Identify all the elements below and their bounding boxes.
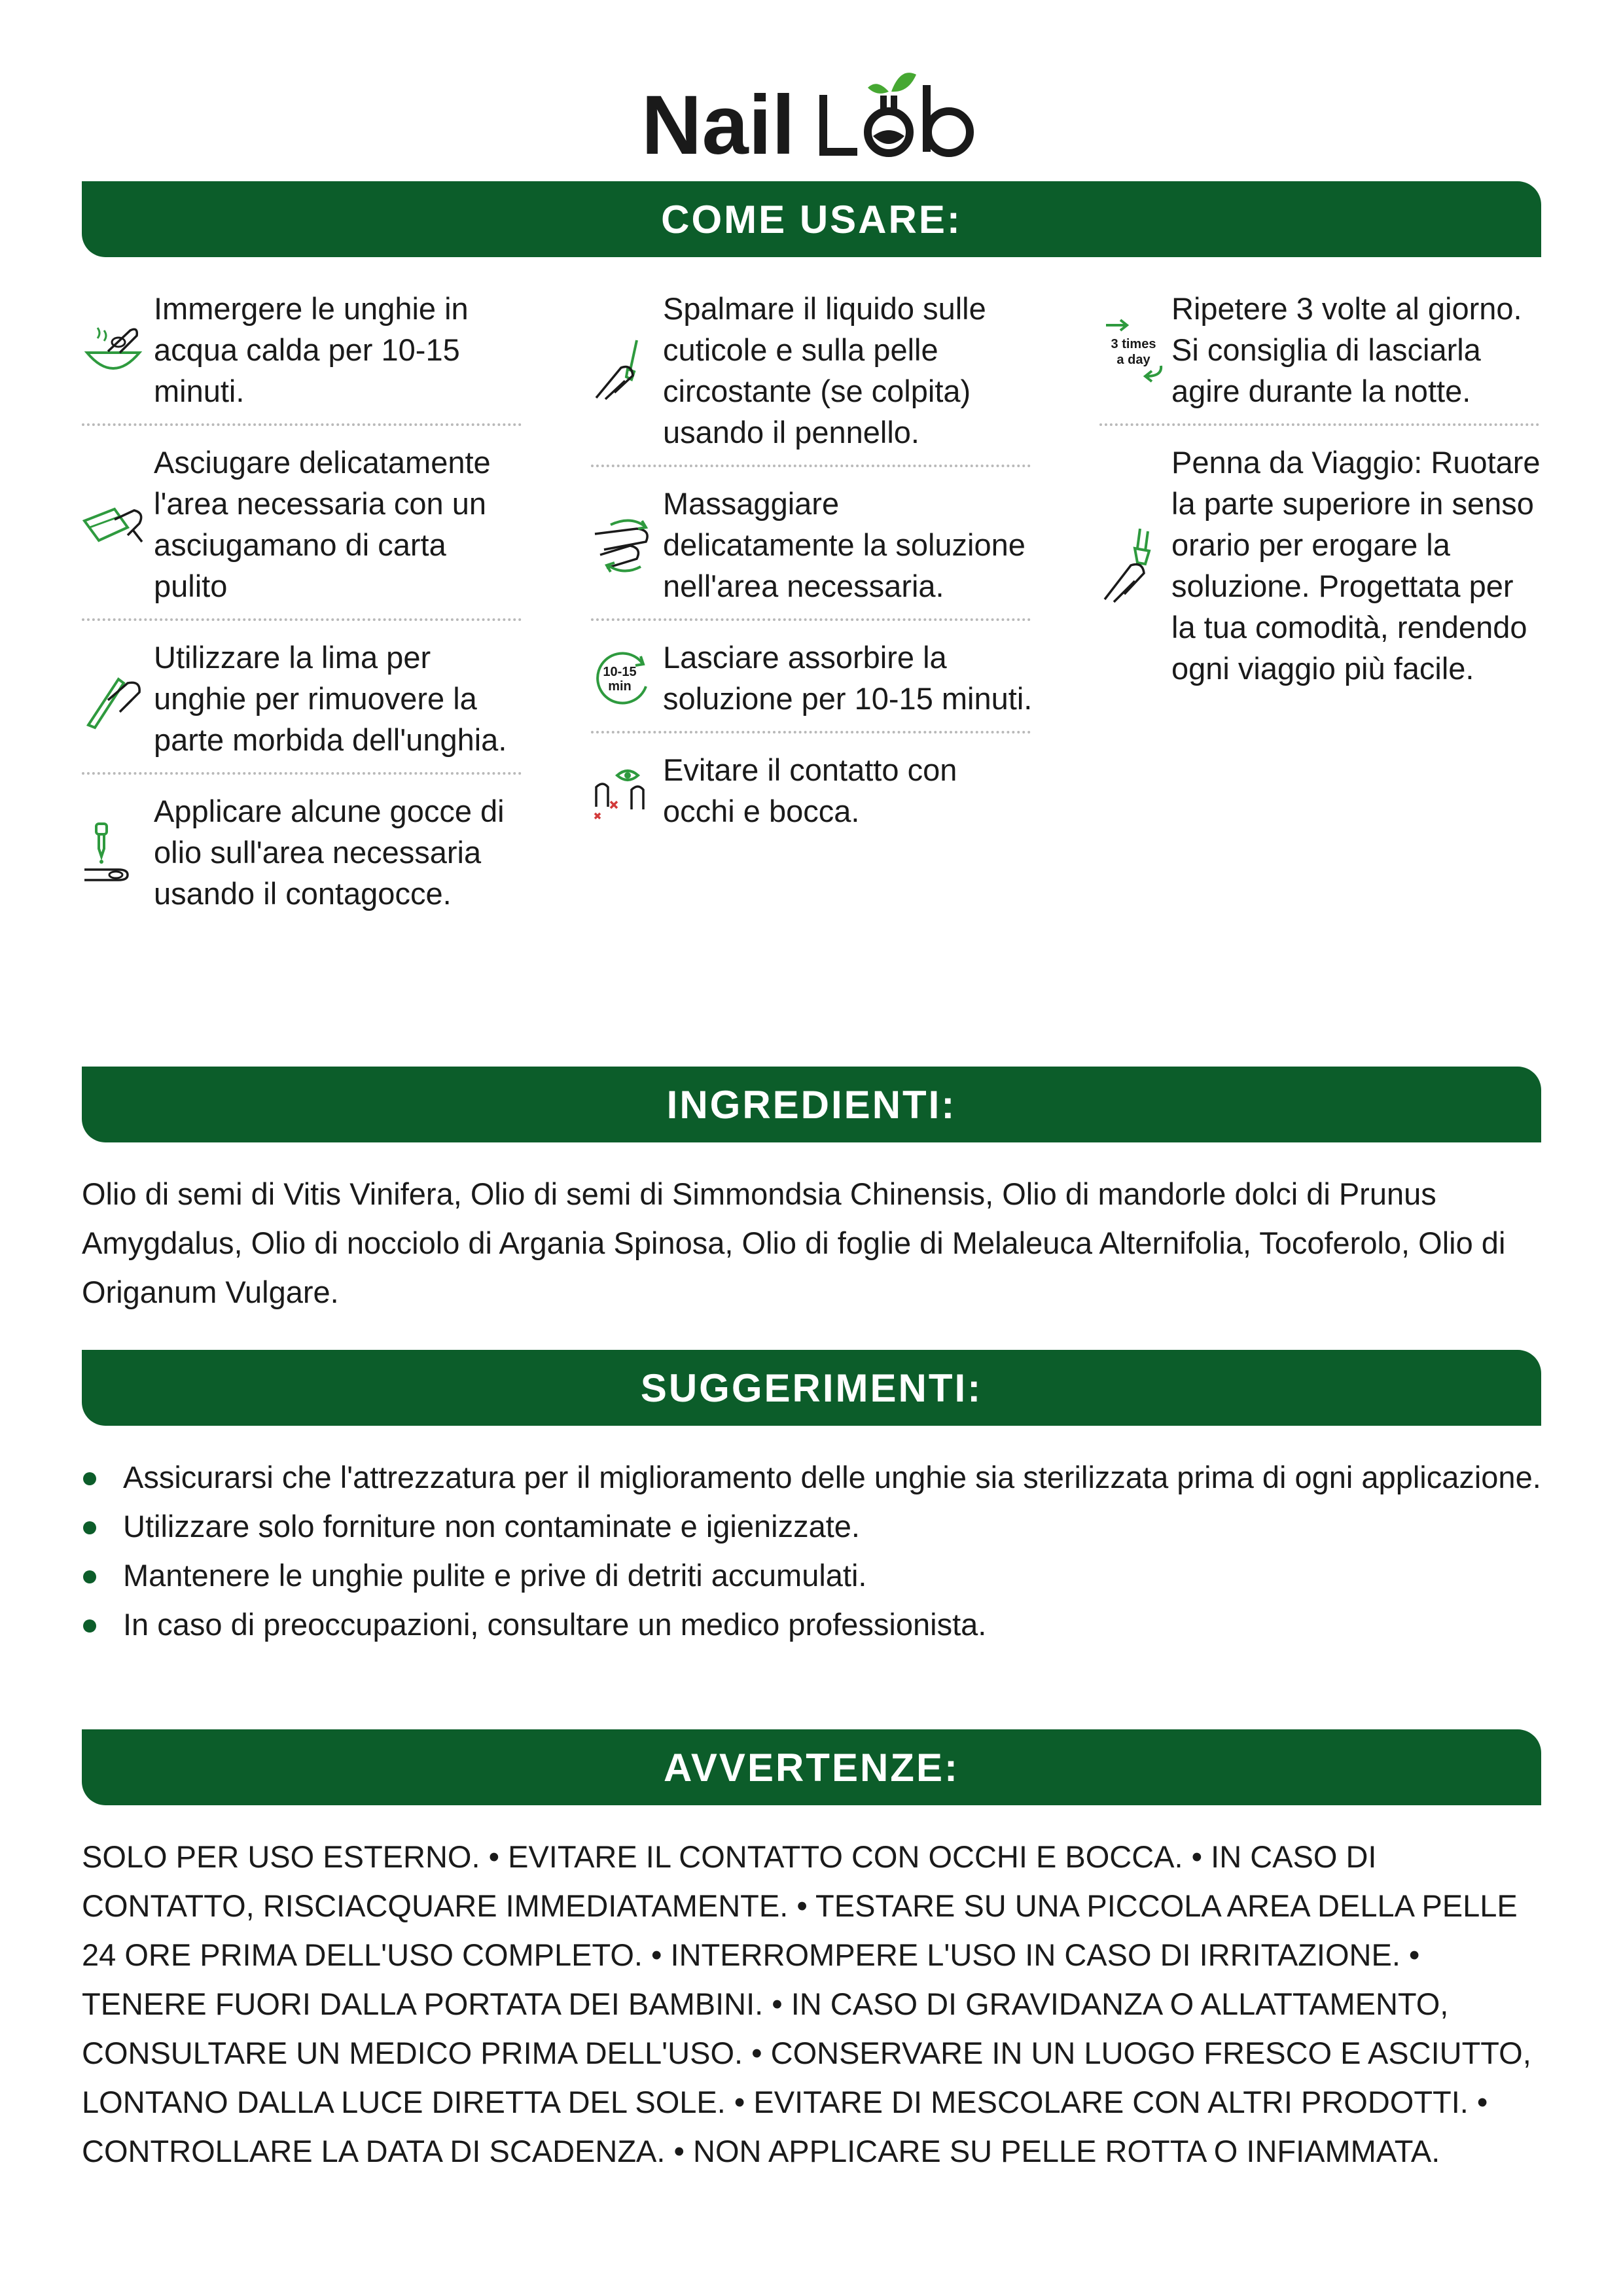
list-item: [82, 1502, 1541, 1551]
step-dry: [82, 442, 527, 607]
how-to-use-header: COME USARE:: [82, 181, 1541, 257]
divider: [82, 772, 522, 775]
step-text: Immergere le unghie in acqua calda per 10-15 minuti.: [154, 291, 469, 408]
divider: [591, 618, 1031, 621]
bullet-icon: [83, 1472, 96, 1485]
timer-label-range: 10-15: [603, 665, 637, 679]
step-text: Asciugare delicatamente l'area necessaria con un asciugamano di carta pulito: [154, 445, 491, 603]
logo-word-lab: Lab: [641, 59, 643, 60]
step-absorb: [591, 637, 1036, 719]
divider: [591, 731, 1031, 733]
suggestion-text: In caso di preoccupazioni, consultare un medico professionista.: [123, 1607, 987, 1642]
suggestion-text: Assicurarsi che l'attrezzatura per il miglioramento delle unghie sia sterilizzata prima di ogni applicazione.: [123, 1460, 1541, 1494]
ingredients-text: Olio di semi di Vitis Vinifera, Olio di semi di Simmondsia Chinensis, Olio di mandorle dolci di Prunus Amygdalus, Olio di nocciolo di Argania Spinosa, Olio di foglie di Melaleuca Alternifolia, Tocoferolo, Olio di Origanum Vulgare.: [82, 1176, 1506, 1309]
step-file: [82, 637, 527, 760]
suggestion-text: Utilizzare solo forniture non contaminate e igienizzate.: [123, 1509, 860, 1544]
warnings-text: SOLO PER USO ESTERNO. • EVITARE IL CONTATTO CON OCCHI E BOCCA. • IN CASO DI CONTATTO, RISCIACQUARE IMMEDIATAMENTE. • TESTARE SU UNA PICCOLA AREA DELLA PELLE 24 ORE PRIMA DELL'USO COMPLETO. • INTERROMPERE L'USO IN CASO DI IRRITAZIONE. • TENERE FUORI DALLA PORTATA DEI BAMBINI. • IN CASO DI GRAVIDANZA O ALLATTAMENTO, CONSULTARE UN MEDICO PRIMA DELL'USO. • CONSERVARE IN UN LUOGO FRESCO E ASCIUTTO, LONTANO DALLA LUCE DIRETTA DEL SOLE. • EVITARE DI MESCOLARE CON ALTRI PRODOTTI. • CONTROLLARE LA DATA DI SCADENZA. • NON APPLICARE SU PELLE ROTTA O INFIAMMATA.: [82, 1839, 1531, 2168]
bullet-icon: [83, 1619, 96, 1633]
dropper-icon: [82, 820, 154, 885]
how-to-use-column-2: [591, 288, 1036, 832]
how-to-use-column-3: [1099, 288, 1544, 689]
step-text: Massaggiare delicatamente la soluzione nell'area necessaria.: [663, 486, 1026, 603]
step-text: Spalmare il liquido sulle cuticole e sulla pelle circostante (se colpita) usando il pennello.: [663, 291, 986, 450]
nail-lab-logo: [641, 59, 982, 164]
step-text: Penna da Viaggio: Ruotare la parte superiore in senso orario per erogare la soluzione. Progettata per la tua comodità, rendendo ogni viaggio più facile.: [1171, 445, 1541, 686]
warnings-header: AVVERTENZE:: [82, 1729, 1541, 1805]
divider: [591, 465, 1031, 467]
suggestion-text: Mantenere le unghie pulite e prive di detriti accumulati.: [123, 1558, 867, 1593]
timer-icon: [591, 648, 663, 707]
step-text: Applicare alcune gocce di olio sull'area necessaria usando il contagocce.: [154, 794, 505, 911]
step-avoid-contact: [591, 749, 1036, 832]
step-text: Ripetere 3 volte al giorno. Si consiglia di lasciarla agire durante la notte.: [1171, 291, 1522, 408]
step-text: Utilizzare la lima per unghie per rimuovere la parte morbida dell'unghia.: [154, 640, 507, 757]
massage-icon: [591, 516, 663, 574]
step-repeat: [1099, 288, 1544, 412]
brand-logo: [0, 59, 1623, 164]
ingredients-header: INGREDIENTI:: [82, 1067, 1541, 1142]
repeat-label-count: 3 times: [1111, 336, 1156, 351]
divider: [82, 423, 522, 426]
towel-hand-icon: [82, 495, 154, 554]
no-eyes-mouth-icon: [591, 761, 663, 820]
bullet-icon: [83, 1521, 96, 1534]
step-text: Evitare il contatto con occhi e bocca.: [663, 752, 957, 828]
suggestions-list: [82, 1453, 1541, 1649]
list-item: [82, 1600, 1541, 1649]
step-soak: [82, 288, 527, 412]
bullet-icon: [83, 1570, 96, 1583]
step-travel-pen: [1099, 442, 1544, 689]
timer-label-unit: min: [608, 679, 632, 694]
divider: [82, 618, 522, 621]
list-item: [82, 1453, 1541, 1502]
step-text: Lasciare assorbire la soluzione per 10-15 minuti.: [663, 640, 1033, 716]
step-massage: [591, 483, 1036, 607]
suggestions-header: SUGGERIMENTI:: [82, 1350, 1541, 1426]
list-item: [82, 1551, 1541, 1600]
how-to-use-column-1: [82, 288, 527, 914]
repeat-label-period: a day: [1116, 352, 1150, 367]
nail-file-icon: [82, 666, 154, 732]
logo-word-nail: Nail: [641, 79, 795, 164]
travel-pen-icon: [1099, 526, 1171, 605]
repeat-icon: [1099, 317, 1171, 383]
bowl-hand-icon: [82, 319, 154, 381]
step-brush: [591, 288, 1036, 453]
brush-icon: [591, 338, 663, 403]
step-dropper: [82, 790, 527, 914]
divider: [1099, 423, 1539, 426]
